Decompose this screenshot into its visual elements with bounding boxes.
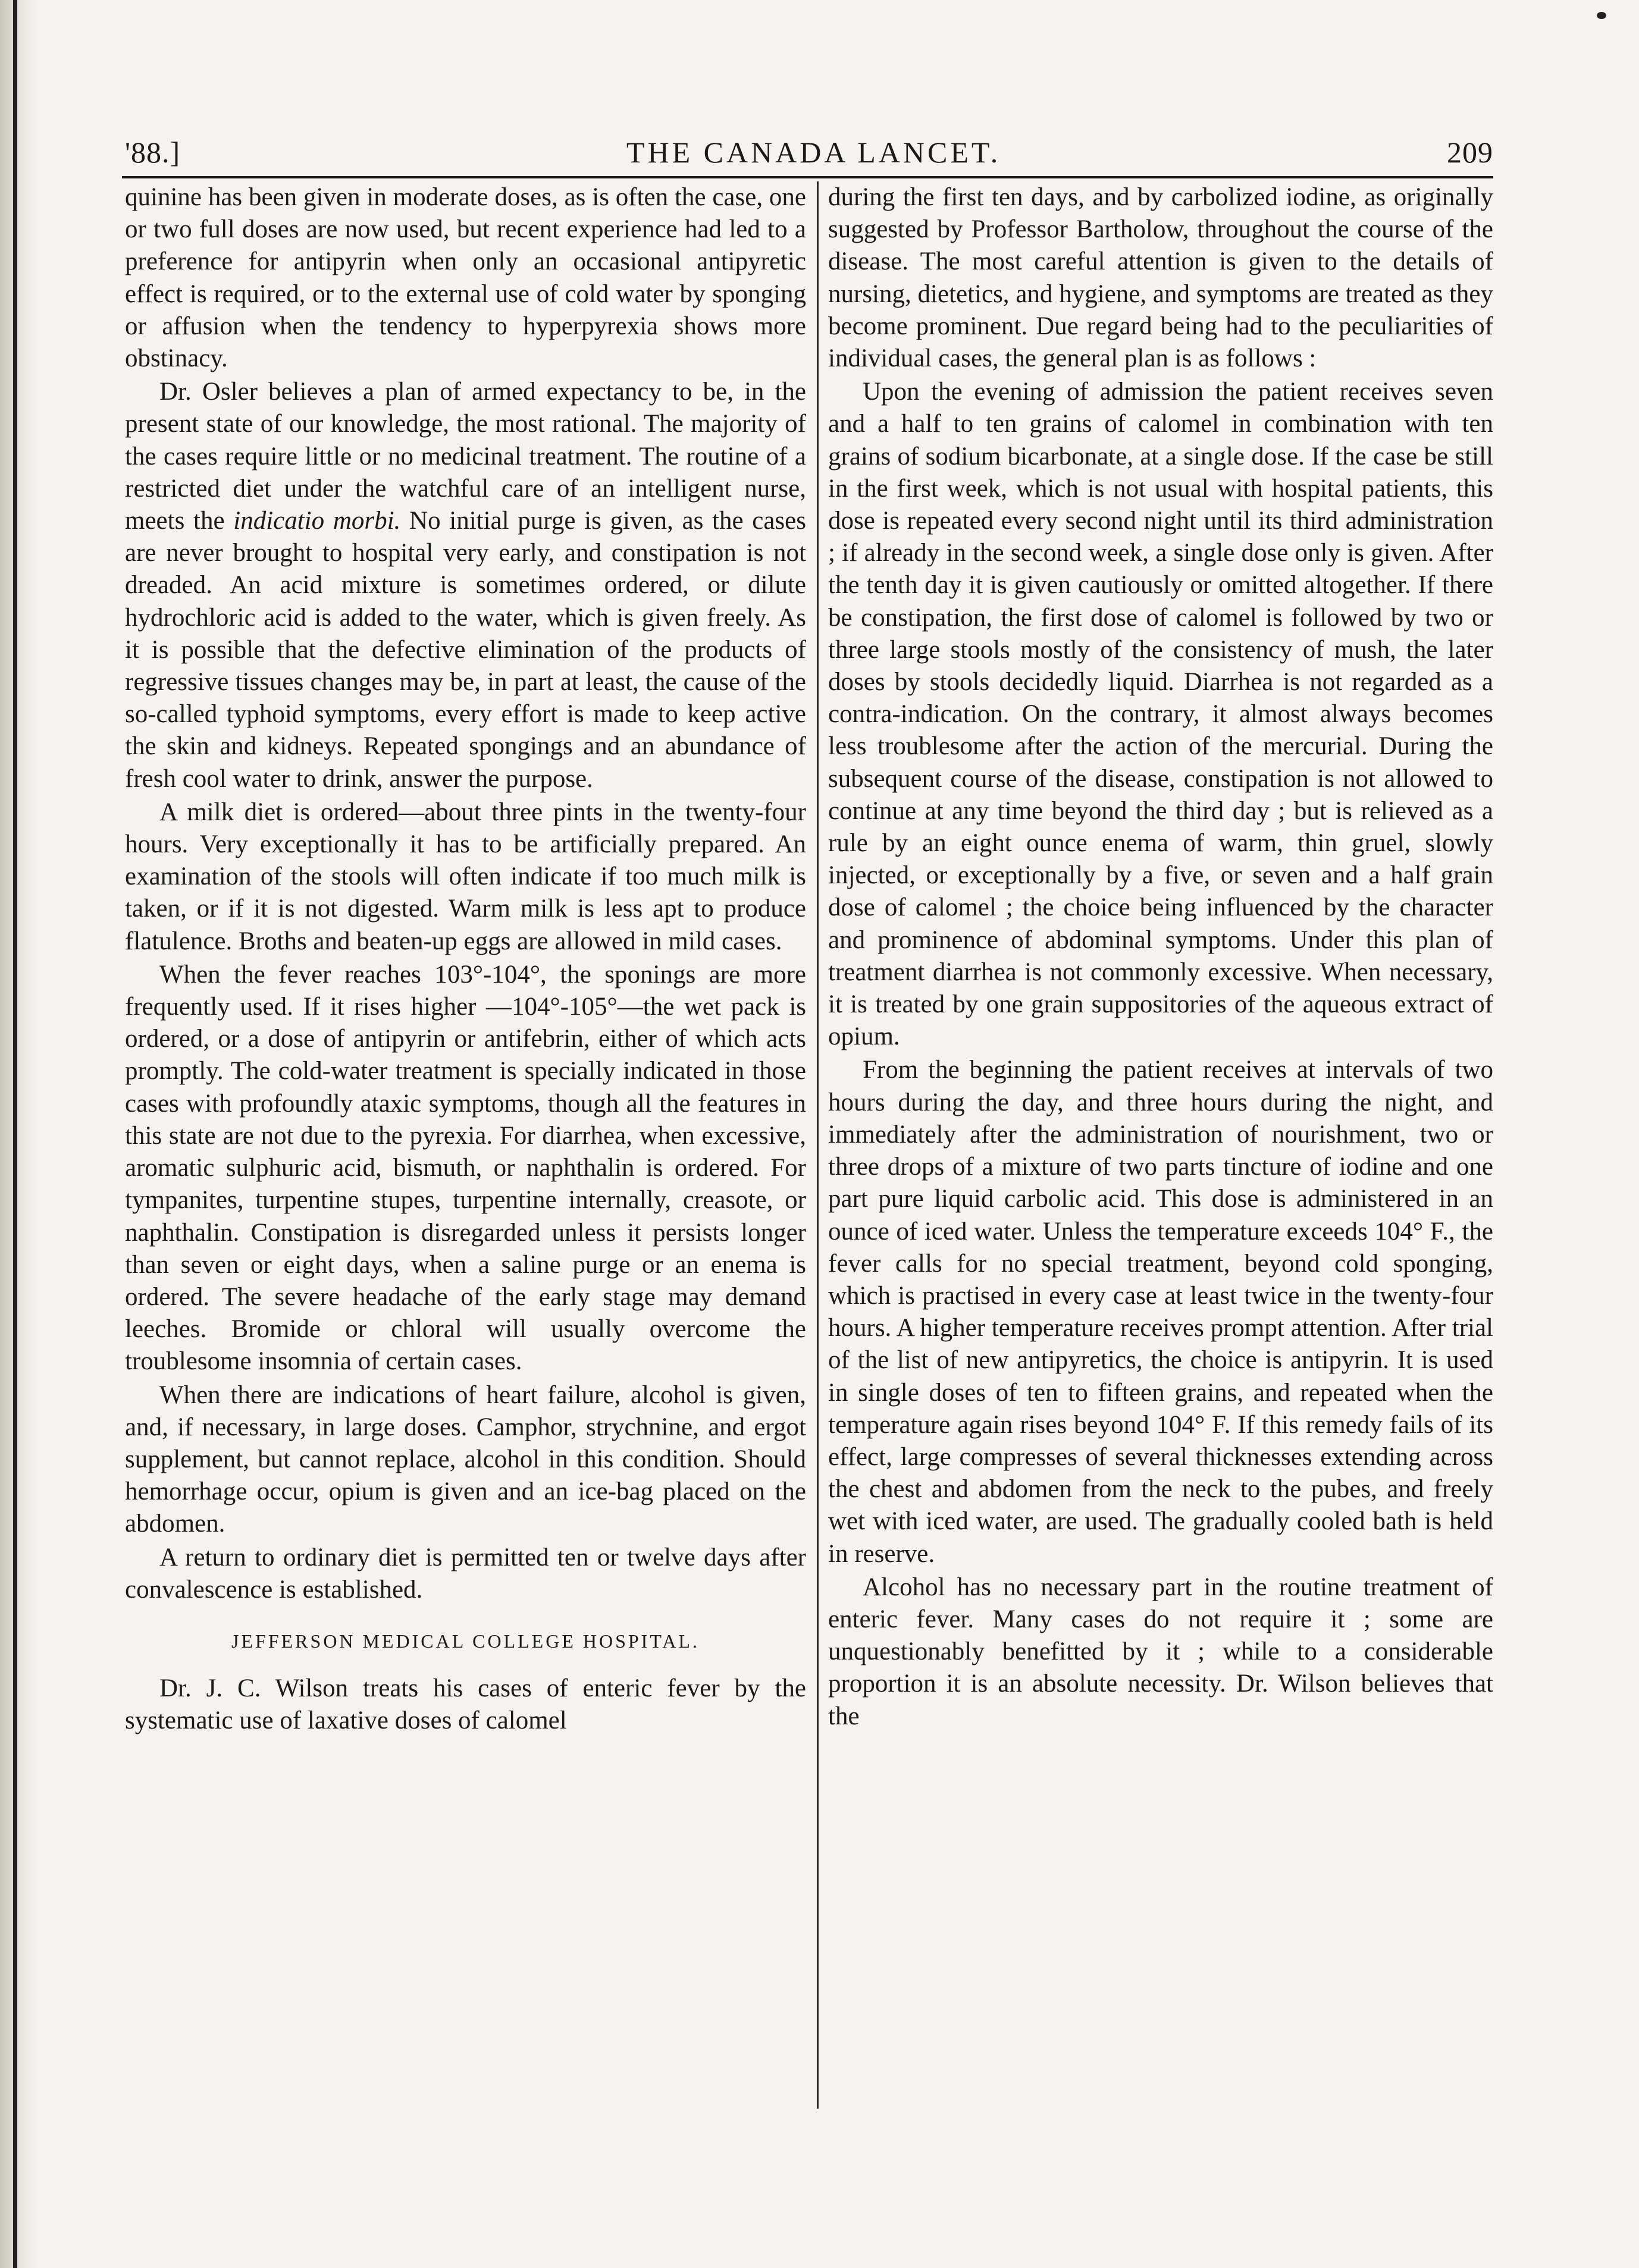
italic-phrase: indicatio morbi. [233, 507, 401, 535]
paragraph: during the first ten days, and by carbolized iodine, as originally suggested by Professor Bartholow, throughout the course of the disease. The most careful attention is given to the details of nursing, dietetics, and hygiene, and symptoms are treated as they become prominent. Due regard being had to the peculiarities of individual cases, the general plan is as follows : [828, 183, 1493, 373]
running-header [125, 122, 1493, 170]
paragraph: When the fever reaches 103°-104°, the sponings are more frequently used. If it rises higher —104°-105°—the wet pack is ordered, or a dose of antipyrin or antifebrin, either of which acts promptly. The cold-water treatment is specially indicated in those cases with profoundly ataxic symptoms, though all the features in this state are not due to the pyrexia. For diarrhea, when excessive, aromatic sulphuric acid, bismuth, or naphthalin is ordered. For tympanites, turpentine stupes, turpentine internally, creasote, or naphthalin. Constipation is disregarded unless it persists longer than seven or eight days, when a saline purge or an enema is ordered. The severe headache of the early stage may demand leeches. Bromide or chloral will usually overcome the troublesome insomnia of certain cases. [125, 960, 806, 1376]
binding-edge [0, 0, 36, 2268]
paragraph-osler [125, 376, 806, 795]
header-rule [122, 176, 1493, 178]
ink-mark [1597, 12, 1606, 19]
paragraph: Dr. J. C. Wilson treats his cases of enteric fever by the systematic use of laxative doses of calomel [125, 1674, 806, 1735]
paragraph: From the beginning the patient receives at intervals of two hours during the day, and three hours during the night, and immediately after the administration of nourishment, two or three drops of a mixture of two parts tincture of iodine and one part pure liquid carbolic acid. This dose is administered in an ounce of iced water. Unless the temperature exceeds 104° F., the fever calls for no special treatment, beyond cold sponging, which is practised in every case at least twice in the twenty-four hours. A higher temperature receives prompt attention. After trial of the list of new antipyretics, the choice is antipyrin. It is used in single doses of ten to fifteen grains, and repeated when the temperature again rises beyond 104° F. If this remedy fails of its effect, large compresses of several thicknesses extending across the chest and abdomen from the neck to the pubes, and freely wet with iced water, are used. The gradually cooled bath is held in reserve. [828, 1056, 1493, 1568]
paragraph: Alcohol has no necessary part in the routine treatment of enteric fever. Many cases do not require it ; some are unquestionably benefitted by it ; while to a considerable proportion it is an absolute necessity. Dr. Wilson believes that the [828, 1573, 1493, 1730]
header-year: '88.] [125, 136, 181, 169]
paragraph-text: Dr. Osler believes a plan of armed expectancy to be, in the present state of our knowledge, the most rational. The majority of the cases require little or no medicinal treatment. The routine of a restricted diet under the watchful care of an intelligent nurse, meets the [125, 378, 806, 535]
paragraph-text: No initial purge is given, as the cases are never brought to hospital very early, and constipation is not dreaded. An acid mixture is sometimes ordered, or dilute hydrochloric acid is added to the water, which is given freely. As it is possible that the defective elimination of the products of regressive tissues changes may be, in part at least, the cause of the so-called typhoid symptoms, every effort is made to keep active the skin and kidneys. Repeated spongings and an abundance of fresh cool water to drink, answer the purpose. [125, 507, 806, 793]
paragraph: When there are indications of heart failure, alcohol is given, and, if necessary, in large doses. Camphor, strychnine, and ergot supplement, but cannot replace, alcohol in this condition. Should hemorrhage occur, opium is given and an ice-bag placed on the abdomen. [125, 1381, 806, 1538]
paragraph: A return to ordinary diet is permitted ten or twelve days after convalescence is established. [125, 1543, 806, 1604]
page-number: 209 [1446, 136, 1493, 169]
paragraph: Upon the evening of admission the patient receives seven and a half to ten grains of calomel in combination with ten grains of sodium bicarbonate, at a single dose. If the case be still in the first week, which is not usual with hospital patients, this dose is repeated every second night until its third administration ; if already in the second week, a single dose only is given. After the tenth day it is given cautiously or omitted altogether. If there be constipation, the first dose of calomel is followed by two or three large stools mostly of the consistency of mush, the later doses by stools decidedly liquid. Diarrhea is not regarded as a contra-indication. On the contrary, it almost always becomes less troublesome after the action of the mercurial. During the subsequent course of the disease, constipation is not allowed to continue at any time beyond the third day ; but is relieved as a rule by an eight ounce enema of warm, thin gruel, slowly injected, or exceptionally by a five, or seven and a half grain dose of calomel ; the choice being influenced by the character and prominence of abdominal symptoms. Under this plan of treatment diarrhea is not commonly excessive. When necessary, it is treated by one grain suppositories of the aqueous extract of opium. [828, 378, 1493, 1051]
journal-title: THE CANADA LANCET. [626, 136, 1001, 169]
left-column [125, 181, 806, 2109]
binding-rule [13, 0, 17, 2268]
section-heading: JEFFERSON MEDICAL COLLEGE HOSPITAL. [231, 1630, 700, 1652]
paragraph: quinine has been given in moderate doses, as is often the case, one or two full doses are now used, but recent experience had led to a preference for antipyrin when only an occasional antipyretic effect is required, or to the external use of cold water by sponging or affusion when the tendency to hyperpyrexia shows more obstinacy. [125, 183, 806, 373]
paragraph: A milk diet is ordered—about three pints in the twenty-four hours. Very exceptionally it has to be artificially prepared. An examination of the stools will often indicate if too much milk is taken, or if it is not digested. Warm milk is less apt to produce flatulence. Broths and beaten-up eggs are allowed in mild cases. [125, 798, 806, 955]
right-column [828, 181, 1493, 2109]
column-divider [817, 181, 819, 2109]
